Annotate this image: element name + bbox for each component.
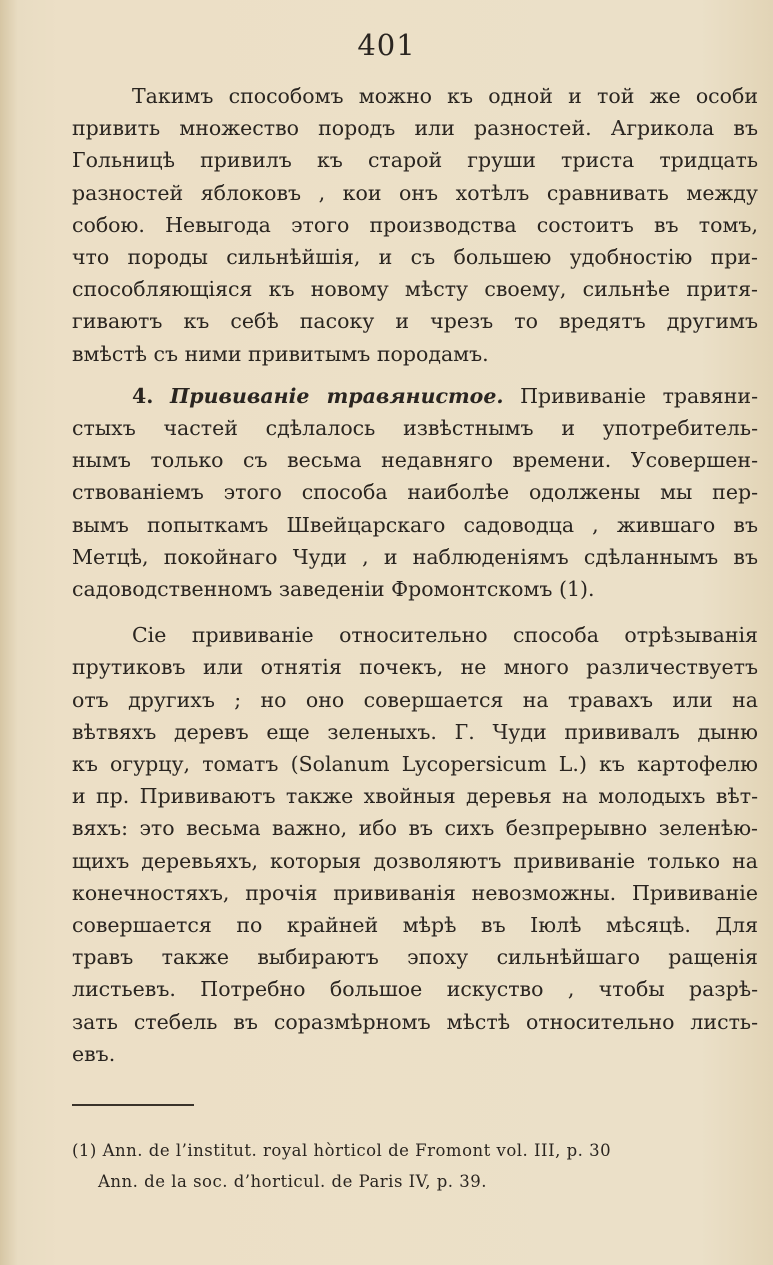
text-line: вяхъ: это весьма важно, ибо въ сихъ безпрерывно зеленѣю- — [72, 816, 758, 841]
text-line: Такимъ способомъ можно къ одной и той же особи — [132, 84, 758, 108]
paragraph-1 — [72, 80, 758, 370]
text-line: разностей яблоковъ , кои онъ хотѣлъ сравнивать между — [72, 180, 758, 205]
text-line: собою. Невыгода этого производства состоитъ въ томъ, — [72, 212, 758, 237]
footnote-divider — [72, 1104, 194, 1106]
text-line: совершается по крайней мѣрѣ въ Іюлѣ мѣсяцѣ. Для — [72, 913, 758, 938]
text-line: Гольницѣ привилъ къ старой груши триста тридцать — [72, 148, 758, 173]
text-line: способляющіяся къ новому мѣсту своему, сильнѣе притя- — [72, 277, 758, 302]
text-line: къ огурцу, томатъ (Solanum Lycopersicum L.) къ картофелю — [72, 752, 758, 777]
text-line: стыхъ частей сдѣлалось извѣстнымъ и употребитель- — [72, 416, 758, 441]
footnote-line: Ann. de la soc. d’horticul. de Paris IV, p. 39. — [98, 1172, 487, 1191]
text-line: гиваютъ къ себѣ пасоку и чрезъ то вредятъ другимъ — [72, 309, 758, 334]
text-line: что породы сильнѣйшія, и съ большею удобностію при- — [72, 245, 758, 270]
body-text — [72, 80, 758, 1070]
text-line: прутиковъ или отнятія почекъ, не много различествуетъ — [72, 655, 758, 680]
text-line: травъ также выбираютъ эпоху сильнѣйшаго ращенія — [72, 945, 758, 970]
text-line: евъ. — [72, 1041, 116, 1066]
text-line: Сіе прививаніе относительно способа отрѣзыванія — [132, 623, 758, 648]
text-line: вѣтвяхъ деревъ еще зеленыхъ. Г. Чуди прививалъ дыню — [72, 719, 758, 744]
page-number: 401 — [357, 28, 416, 62]
paragraph-3 — [72, 619, 758, 1070]
text-line: щихъ деревьяхъ, которыя дозволяютъ прививаніе только на — [72, 848, 758, 873]
footnote-line: (1) Ann. de l’institut. royal hòrticol de Fromont vol. III, p. 30 — [72, 1141, 612, 1160]
text-line: вымъ попыткамъ Швейцарскаго садоводца , жившаго въ — [72, 512, 758, 537]
paragraph-2 — [72, 380, 758, 605]
text-line: отъ другихъ ; но оно совершается на травахъ или на — [72, 687, 758, 712]
text-line: листьевъ. Потребно большое искуство , чтобы разрѣ- — [72, 977, 758, 1002]
text-line: вмѣстѣ съ ними привитымъ породамъ. — [72, 341, 489, 366]
text-line: зать стебель въ соразмѣрномъ мѣстѣ относительно листь- — [72, 1009, 758, 1034]
footnotes — [72, 1135, 758, 1197]
text-line: и пр. Прививаютъ также хвойныя деревья на молодыхъ вѣт- — [72, 784, 758, 809]
text-line: Метцѣ, покойнаго Чуди , и наблюденіямъ сдѣланнымъ въ — [72, 544, 758, 569]
text-line: привить множество породъ или разностей. Агрикола въ — [72, 116, 758, 141]
text-fragment: Прививаніе травяни- — [520, 383, 758, 408]
text-line: садоводственномъ заведеніи Фромонтскомъ (1). — [72, 577, 595, 602]
text-line: ствованіемъ этого способа наиболѣе одолжены мы пер- — [72, 480, 758, 505]
section-title: Прививаніе травянистое. — [169, 383, 504, 408]
text-line: конечностяхъ, прочія прививанія невозможны. Прививаніе — [72, 880, 758, 905]
section-heading-line — [72, 380, 758, 412]
text-line: нымъ только съ весьма недавняго времени. Усовершен- — [72, 448, 758, 473]
section-number: 4. — [132, 383, 154, 408]
